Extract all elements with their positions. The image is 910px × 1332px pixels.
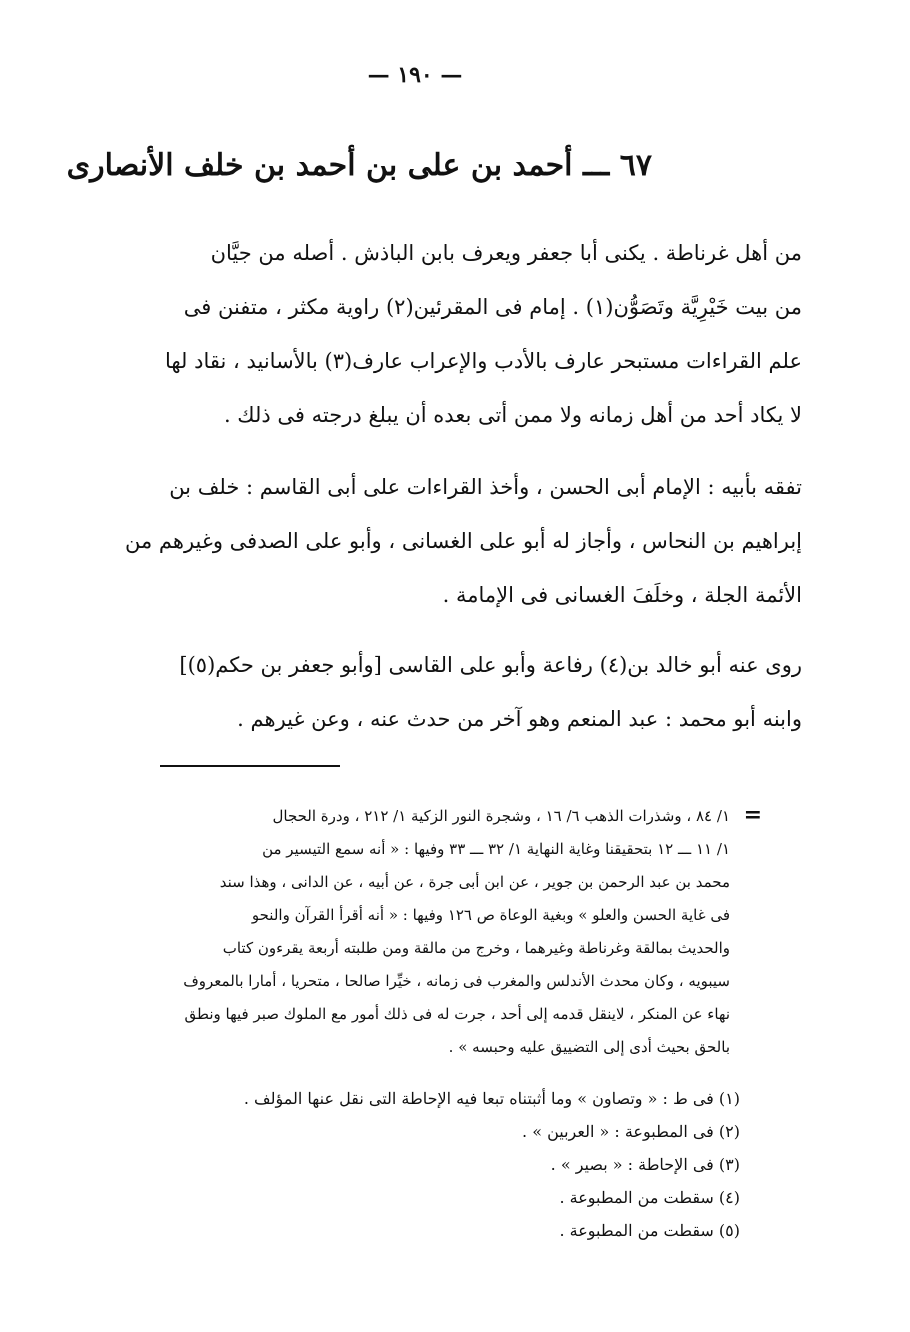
footnotes-list [80,1082,740,1247]
footnote-4: (٤) سقطت من المطبوعة . [559,1188,740,1207]
continued-note-mark: = [743,802,762,828]
footnote-1: (١) فى ط : « وتصاون » وما أثبتناه تبعا فيه الإحاطة التى نقل عنها المؤلف . [243,1089,740,1108]
footnote-divider [160,765,340,767]
footnote-line: سيبويه ، وكان محدث الأندلس والمغرب فى زمانه ، خيِّرا صالحا ، متحريا ، أمارا بالمعروف [183,972,730,990]
text-line: علم القراءات مستبحر عارف بالأدب والإعراب عارف(٣) بالأسانيد ، نقاد لها [164,349,802,373]
entry-title: ٦٧ ـــ أحمد بن على بن أحمد بن خلف الأنصارى [66,148,652,183]
footnote-line: ١/ ٨٤ ، وشذرات الذهب ٦/ ١٦ ، وشجرة النور الزكية ١/ ٢١٢ ، ودرة الحجال [272,807,730,825]
footnote-line: ١/ ١١ ـــ ١٢ بتحقيقنا وغاية النهاية ١/ ٣٢ ـــ ٣٣ وفيها : « أنه سمع التيسير من [262,840,730,858]
text-line: وابنه أبو محمد : عبد المنعم وهو آخر من حدث عنه ، وعن غيرهم . [237,707,802,731]
text-line: لا يكاد أحد من أهل زمانه ولا ممن أتى بعده أن يبلغ درجته فى ذلك . [223,403,802,427]
text-line: من بيت خَيْرِيَّة وتَصَوُّن(١) . إمام فى المقرئين(٢) راوية مكثر ، متفنن فى [183,295,802,319]
continued-footnote [90,800,730,1064]
text-line: تفقه بأبيه : الإمام أبى الحسن ، وأخذ القراءات على أبى القاسم : خلف بن [169,475,802,499]
biography-paragraph-1 [102,226,802,442]
page-number: — ١٩٠ — [367,62,463,88]
footnote-2: (٢) فى المطبوعة : « العربين » . [522,1122,740,1141]
footnote-line: نهاء عن المنكر ، لاينقل قدمه إلى أحد ، جرت له فى ذلك أمور مع الملوك صبر فيها ونطق [184,1005,730,1023]
biography-paragraph-2 [102,460,802,622]
footnote-5: (٥) سقطت من المطبوعة . [559,1221,740,1240]
footnote-line: فى غاية الحسن والعلو » وبغية الوعاة ص ١٢٦ وفيها : « أنه أقرأ القرآن والنحو [251,906,730,924]
footnote-line: بالحق بحيث أدى إلى التضييق عليه وحبسه » . [448,1038,730,1056]
footnote-line: محمد بن عبد الرحمن بن جوير ، عن ابن أبى جرة ، عن أبيه ، عن الدانى ، وهذا سند [219,873,730,891]
footnote-3: (٣) فى الإحاطة : « بصير » . [550,1155,740,1174]
biography-paragraph-3 [102,638,802,746]
text-line: روى عنه أبو خالد بن(٤) رفاعة وأبو على القاسى [وأبو جعفر بن حكم(٥)] [179,653,802,677]
text-line: إبراهيم بن النحاس ، وأجاز له أبو على الغسانى ، وأبو على الصدفى وغيرهم من [125,529,802,553]
text-line: الأئمة الجلة ، وخلَفَ الغسانى فى الإمامة . [442,583,802,607]
text-line: من أهل غرناطة . يكنى أبا جعفر ويعرف بابن الباذش . أصله من جيَّان [210,241,802,265]
footnote-line: والحديث بمالقة وغرناطة وغيرهما ، وخرج من مالقة ومن طلبته أربعة يقرءون كتاب [222,939,730,957]
